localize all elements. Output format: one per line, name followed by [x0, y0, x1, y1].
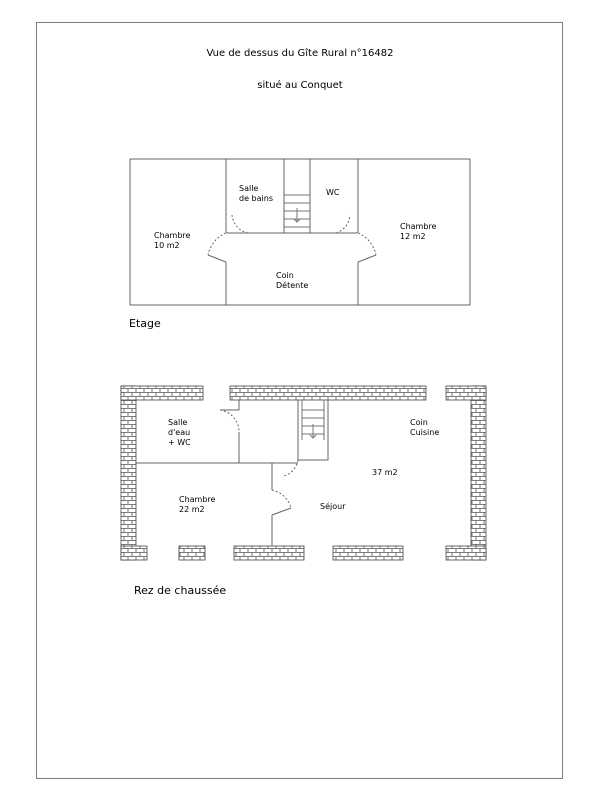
room-label-area-37: 37 m2: [372, 468, 398, 477]
room-label-chambre-10: Chambre 10 m2: [154, 231, 191, 250]
floor-label-etage: Etage: [129, 317, 161, 330]
brick-walls: [121, 386, 486, 560]
upper-door-left: [208, 233, 226, 255]
room-label-chambre-22: Chambre 22 m2: [179, 495, 216, 514]
upper-stair-treads: [284, 195, 310, 227]
floor-label-rez-de-chaussee: Rez de chaussée: [134, 584, 227, 597]
room-label-salle-de-bains: Salle de bains: [239, 184, 273, 203]
ground-door-salle-eau: [220, 410, 239, 432]
upper-door-right: [358, 233, 376, 255]
room-label-sejour: Séjour: [320, 502, 346, 511]
ground-door-chambre: [272, 490, 291, 508]
room-label-coin-detente: Coin Détente: [276, 271, 309, 290]
plan-title: Vue de dessus du Gîte Rural n°16482: [206, 48, 394, 59]
room-label-coin-cuisine: Coin Cuisine: [410, 418, 440, 437]
upper-door-bathroom: [232, 215, 248, 233]
ground-floor-plan: [121, 386, 486, 560]
room-label-chambre-12: Chambre 12 m2: [400, 222, 437, 241]
room-label-salle-eau: Salle d'eau + WC: [168, 418, 191, 447]
ground-door-stair: [284, 460, 298, 476]
room-label-wc: WC: [326, 188, 340, 197]
upper-door-wc: [336, 215, 350, 233]
plan-subtitle: situé au Conquet: [257, 80, 343, 91]
